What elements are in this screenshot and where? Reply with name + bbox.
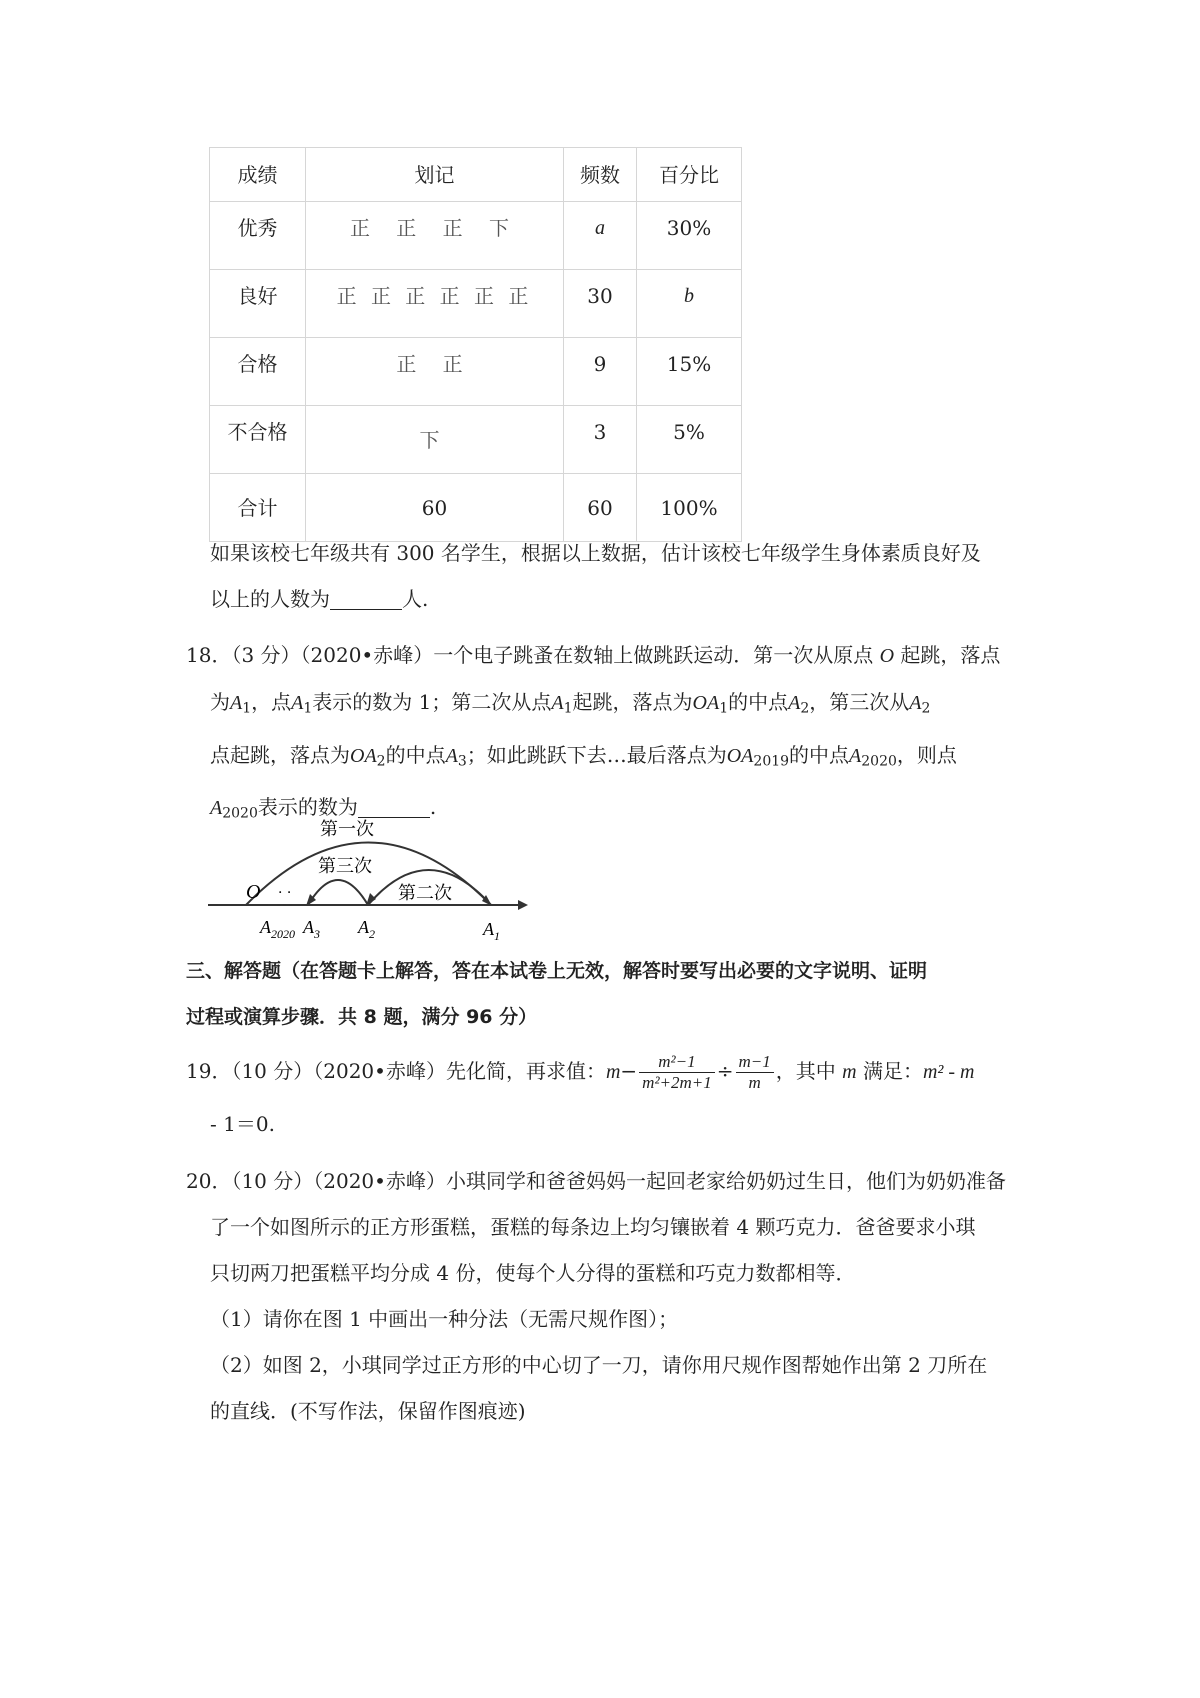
point-o: O [879, 645, 895, 667]
q20-sub2-line2: 的直线．(不写作法，保留作图痕迹) [210, 1399, 526, 1423]
segment-oa: OA [726, 744, 754, 767]
text: ，第三次从 [809, 690, 910, 714]
answer-blank [330, 587, 402, 610]
freq-cell: 30 [564, 270, 637, 338]
grade-cell: 优秀 [210, 202, 306, 270]
table-row [210, 406, 742, 474]
freq-cell: 9 [564, 338, 637, 406]
q17-line2-post: 人. [402, 587, 429, 611]
var-m: m [605, 1061, 621, 1083]
q20-line3: 只切两刀把蛋糕平均分成 4 份，使每个人分得的蛋糕和巧克力数都相等． [210, 1261, 856, 1285]
q19-text [186, 1048, 1046, 1147]
q17-text [210, 530, 1030, 622]
minus-sign: − [620, 1059, 638, 1083]
label-a2: $A_2$ [358, 917, 375, 941]
subscript: 2019 [753, 753, 790, 769]
segment-oa: OA [692, 692, 720, 714]
label-second: 第二次 [398, 883, 452, 904]
q20-line2: 了一个如图所示的正方形蛋糕，蛋糕的每条边上均匀镶嵌着 4 颗巧克力．爸爸要求小琪 [210, 1215, 976, 1239]
grade-cell: 不合格 [210, 406, 306, 474]
q18-head: 18．（3 分）（2020•赤峰）一个电子跳蚤在数轴上做跳跃运动．第一次从原点 [186, 643, 874, 667]
axis-arrow [518, 900, 528, 910]
point-a: A [849, 744, 862, 767]
header-cell: 百分比 [637, 148, 742, 202]
q17-line2-pre: 以上的人数为 [210, 587, 330, 611]
text: . [429, 795, 437, 819]
subscript: 1 [242, 700, 252, 717]
tally-cell: 正 正 [306, 338, 564, 406]
subscript: 2020 [861, 753, 897, 769]
section3-line1: 三、解答题（在答题卡上解答，答在本试卷上无效，解答时要写出必要的文字说明、证明 [186, 960, 928, 982]
freq-cell: 3 [564, 406, 637, 474]
text: ，点 [251, 690, 292, 714]
pct-cell: 5% [637, 406, 742, 474]
q19-line2: - 1＝0. [210, 1112, 275, 1136]
fraction-1 [639, 1052, 715, 1093]
var-m: m [842, 1061, 857, 1083]
q20-sub1: （1）请你在图 1 中画出一种分法（无需尺规作图）； [210, 1307, 679, 1331]
point-a: A [445, 744, 458, 767]
header-cell: 频数 [564, 148, 637, 202]
section3-heading [186, 948, 1046, 1040]
q18-line2 [186, 679, 1036, 732]
header-cell: 划记 [306, 148, 564, 202]
divide-sign: ÷ [716, 1059, 734, 1083]
point-a: A [551, 692, 564, 714]
grade-cell: 合格 [210, 338, 306, 406]
subscript: 1 [563, 700, 573, 717]
text: ；如此跳跃下去…最后落点为 [466, 742, 727, 767]
q19-head: 19．（10 分）（2020•赤峰）先化简，再求值： [186, 1059, 606, 1083]
section3-line2: 过程或演算步骤．共 8 题，满分 96 分） [186, 1006, 538, 1028]
text: ，则点 [896, 742, 957, 767]
q18-text [186, 632, 1036, 837]
q20-sub2-line1: （2）如图 2，小琪同学过正方形的中心切了一刀，请你用尺规作图帮她作出第 2 刀所在 [210, 1353, 988, 1377]
subscript: 2 [376, 753, 386, 769]
fraction-2 [736, 1052, 774, 1093]
fraction-denominator: m [748, 1073, 761, 1092]
subscript: 2 [800, 700, 810, 717]
text: 的中点 [385, 742, 446, 767]
pct-cell: 100% [637, 474, 742, 542]
table-row [210, 338, 742, 406]
text: 表示的数为 1；第二次从点 [312, 690, 552, 714]
jump-diagram [208, 815, 528, 945]
origin-label: O [246, 881, 261, 903]
header-cell: 成绩 [210, 148, 306, 202]
text: 起跳，落点为 [572, 690, 693, 714]
q19-line1 [186, 1048, 1046, 1095]
subscript: 1 [719, 700, 729, 717]
tally-cell: 正 正 正 正 正 正 [306, 270, 564, 338]
label-third: 第三次 [318, 856, 372, 877]
q17-line1: 如果该校七年级共有 300 名学生，根据以上数据，估计该校七年级学生身体素质良好及 [210, 541, 981, 565]
subscript: 2020 [222, 805, 258, 822]
pct-cell: b [637, 270, 742, 338]
text: 为 [210, 690, 230, 714]
label-a3: $A_3$ [303, 917, 320, 941]
tally-cell: 正 正 正 下 [306, 202, 564, 270]
point-a: A [230, 692, 243, 714]
segment-oa: OA [350, 744, 377, 767]
text: 表示的数为 [257, 795, 358, 819]
subscript: 1 [303, 700, 313, 717]
text: 满足： [862, 1059, 923, 1083]
subscript: 2 [921, 700, 931, 717]
text: 点起跳，落点为 [210, 742, 350, 767]
point-a: A [210, 797, 223, 819]
freq-cell: 60 [564, 474, 637, 542]
subscript: 3 [457, 753, 467, 769]
fraction-numerator: m²−1 [639, 1052, 715, 1073]
grade-cell: 良好 [210, 270, 306, 338]
text: ，其中 [775, 1059, 836, 1083]
pct-cell: 30% [637, 202, 742, 270]
grade-cell: 合计 [210, 474, 306, 542]
fraction-denominator: m²+2m+1 [642, 1073, 712, 1092]
text: 的中点 [789, 742, 850, 767]
point-a: A [291, 692, 304, 714]
label-a1: $A_1$ [483, 919, 500, 943]
q17-line2 [210, 576, 1030, 622]
pct-cell: 15% [637, 338, 742, 406]
label-a2020: $A_{2020}$ [260, 917, 295, 941]
table-row [210, 202, 742, 270]
third-jump-arc [308, 880, 368, 905]
q18-line1 [186, 632, 1036, 679]
q20-line1: 20．（10 分）（2020•赤峰）小琪同学和爸爸妈妈一起回老家给奶奶过生日，他们为奶奶准备 [186, 1169, 1006, 1193]
table-header-row [210, 148, 742, 202]
point-a: A [909, 692, 922, 714]
freq-cell: a [564, 202, 637, 270]
point-a: A [788, 692, 801, 714]
q18-line3 [186, 732, 1036, 785]
tally-cell: 60 [306, 474, 564, 542]
score-table [209, 147, 742, 542]
dots: · · [278, 885, 292, 901]
q18-head-tail: 起跳，落点 [900, 643, 1001, 667]
q20-text [186, 1158, 1046, 1434]
table-row [210, 270, 742, 338]
text: 的中点 [728, 690, 789, 714]
equation-tail: m² - m [922, 1061, 975, 1083]
label-first: 第一次 [320, 819, 374, 840]
tally-cell: 下 [306, 406, 564, 474]
fraction-numerator: m−1 [736, 1052, 774, 1073]
